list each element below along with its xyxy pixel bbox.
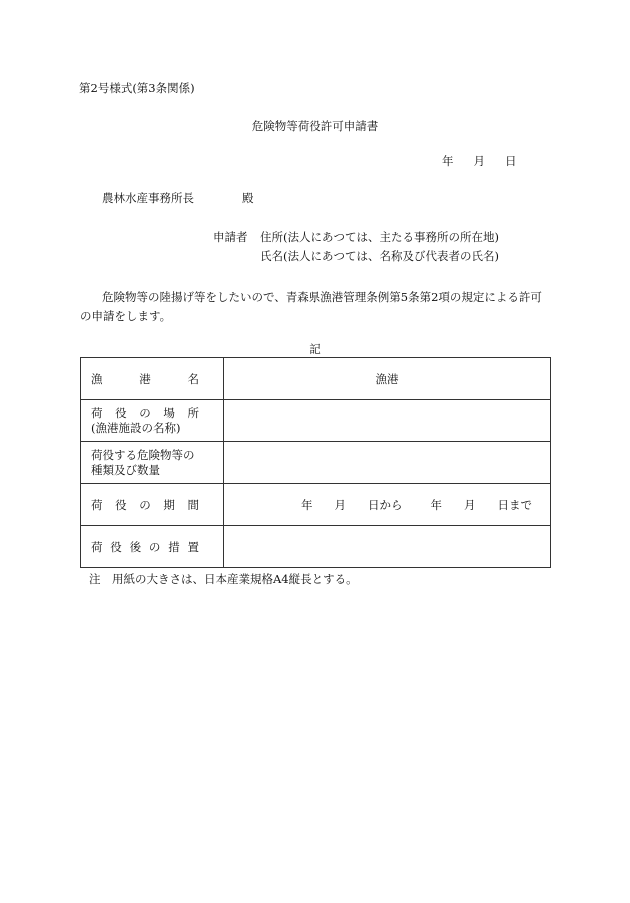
table-row-handling-period [81,484,551,526]
addressee [102,193,254,205]
hazard-type-value[interactable] [224,442,551,484]
details-table [80,357,551,568]
table-row-post-handling-measures [81,526,551,568]
document-title: 危険物等荷役許可申請書 [251,119,379,133]
addressee-name: 農林水産事務所長 [102,191,194,205]
handling-location-value[interactable] [224,400,551,442]
post-handling-measures-value[interactable] [224,526,551,568]
post-handling-measures-label: 荷 役 後 の 措 置 [81,526,224,568]
period-month-to: 月 [464,497,476,512]
application-statement: 危険物等の陸揚げ等をしたいので、青森県漁港管理条例第5条第2項の規定による許可の申請をします。 [80,290,542,323]
date-year: 年 [442,154,454,168]
form-number: 第2号様式(第3条関係) [79,81,195,95]
period-year-from: 年 [301,497,313,512]
addressee-honorific: 殿 [242,191,254,205]
applicant-label: 申請者 [213,230,248,244]
period-day-from: 日から [368,497,403,512]
table-row-port-name [81,358,551,400]
date-month: 月 [473,154,485,168]
table-row-handling-location [81,400,551,442]
handling-location-label: 荷 役 の 場 所 (漁港施設の名称) [81,400,224,442]
period-month-from: 月 [334,497,346,512]
handling-period-label: 荷 役 の 期 間 [81,484,224,526]
table-row-hazard-type [81,442,551,484]
applicant-address-line: 住所(法人にあつては、主たる事務所の所在地) [260,230,499,244]
date-line [442,156,517,168]
period-day-to: 日まで [497,497,532,512]
paper-size-note: 注 用紙の大きさは、日本産業規格A4縦長とする。 [89,572,358,586]
handling-location-sublabel: (漁港施設の名称) [91,420,181,435]
date-day: 日 [505,154,517,168]
period-year-to: 年 [430,497,442,512]
port-name-value[interactable]: 漁港 [224,358,551,400]
handling-period-value[interactable] [224,484,551,526]
port-name-label: 漁 港 名 [81,358,224,400]
applicant-name-line: 氏名(法人にあつては、名称及び代表者の氏名) [260,249,499,263]
ki-label: 記 [309,342,321,356]
hazard-type-label: 荷役する危険物等の 種類及び数量 [81,442,224,484]
